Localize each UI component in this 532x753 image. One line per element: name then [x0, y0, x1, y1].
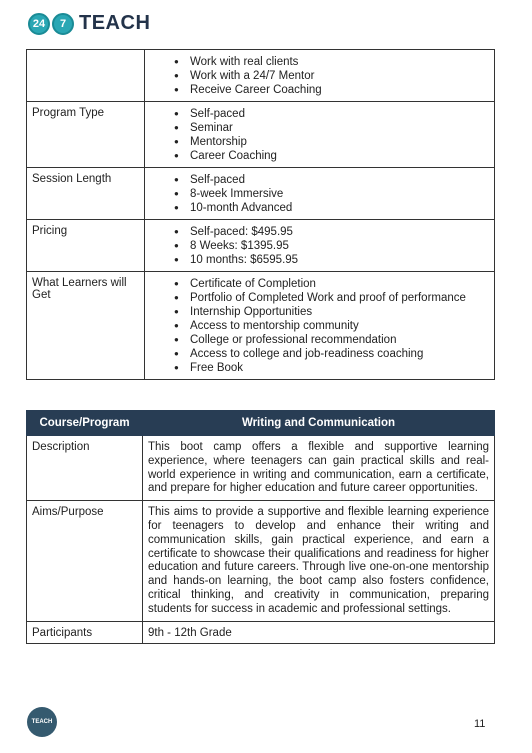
list-item: ● Seminar [150, 121, 489, 135]
table-row [27, 102, 495, 168]
list-item: ● Mentorship [150, 135, 489, 149]
list-item: ● Access to college and job-readiness coaching [150, 347, 489, 361]
list-item: ● Free Book [150, 361, 489, 375]
row-label: Pricing [27, 220, 145, 272]
row-content [145, 272, 495, 380]
bullet-list [150, 173, 489, 215]
row-content [145, 102, 495, 168]
row-label: Session Length [27, 168, 145, 220]
row-label: Aims/Purpose [27, 501, 143, 621]
page-number: 11 [474, 718, 486, 730]
table-row [27, 436, 495, 501]
footer-logo [27, 707, 57, 737]
row-label: Description [27, 436, 143, 501]
table-row [27, 220, 495, 272]
list-item: ● Internship Opportunities [150, 305, 489, 319]
row-label [27, 50, 145, 102]
program-details-table [26, 49, 495, 380]
table-header-row [27, 411, 495, 436]
list-item: ● Career Coaching [150, 149, 489, 163]
column-header-course: Course/Program [27, 411, 143, 436]
table-row [27, 50, 495, 102]
table-row [27, 168, 495, 220]
row-content [145, 50, 495, 102]
row-label: What Learners will Get [27, 272, 145, 380]
bullet-list [150, 55, 489, 97]
list-item: ● Self-paced: $495.95 [150, 225, 489, 239]
row-content: This boot camp offers a flexible and supportive learning experience, where teenagers can gain practical skills and real-world experience in writing and communication, earn a certificate, and prepare for higher education and future career opportunities. [143, 436, 495, 501]
list-item: ● Work with real clients [150, 55, 489, 69]
row-content [145, 220, 495, 272]
list-item: ● 10-month Advanced [150, 201, 489, 215]
table-row [27, 621, 495, 643]
brand-logo [28, 12, 150, 35]
row-content: This aims to provide a supportive and flexible learning experience for teenagers to develop and enhance their writing and communication skills, gain practical experience, and earn a certificate to showcase their qualifications and readiness for higher education and future careers. Through live one-on-one mentorship and hands-on learning, the boot camp also fosters confidence, critical thinking, and creativity in communication, preparing students for success in academic and professional settings. [143, 501, 495, 621]
list-item: ● Receive Career Coaching [150, 83, 489, 97]
bullet-list [150, 107, 489, 163]
table-row [27, 501, 495, 621]
bullet-list [150, 225, 489, 267]
table-row [27, 272, 495, 380]
row-label: Participants [27, 621, 143, 643]
list-item: ● Self-paced [150, 107, 489, 121]
row-label: Program Type [27, 102, 145, 168]
list-item: ● Portfolio of Completed Work and proof of performance [150, 291, 489, 305]
row-content: 9th - 12th Grade [143, 621, 495, 643]
column-header-program-name: Writing and Communication [143, 411, 495, 436]
list-item: ● 8 Weeks: $1395.95 [150, 239, 489, 253]
list-item: ● 10 months: $6595.95 [150, 253, 489, 267]
list-item: ● College or professional recommendation [150, 333, 489, 347]
list-item: ● Work with a 24/7 Mentor [150, 69, 489, 83]
logo-badge-24: 24 [28, 13, 50, 35]
list-item: ● Certificate of Completion [150, 277, 489, 291]
list-item: ● 8-week Immersive [150, 187, 489, 201]
bullet-list [150, 277, 489, 375]
course-overview-table [26, 410, 495, 644]
logo-wordmark: TEACH [79, 12, 151, 34]
footer-logo-text: TEACH [31, 719, 53, 725]
list-item: ● Access to mentorship community [150, 319, 489, 333]
logo-badge-7: 7 [52, 13, 74, 35]
list-item: ● Self-paced [150, 173, 489, 187]
row-content [145, 168, 495, 220]
